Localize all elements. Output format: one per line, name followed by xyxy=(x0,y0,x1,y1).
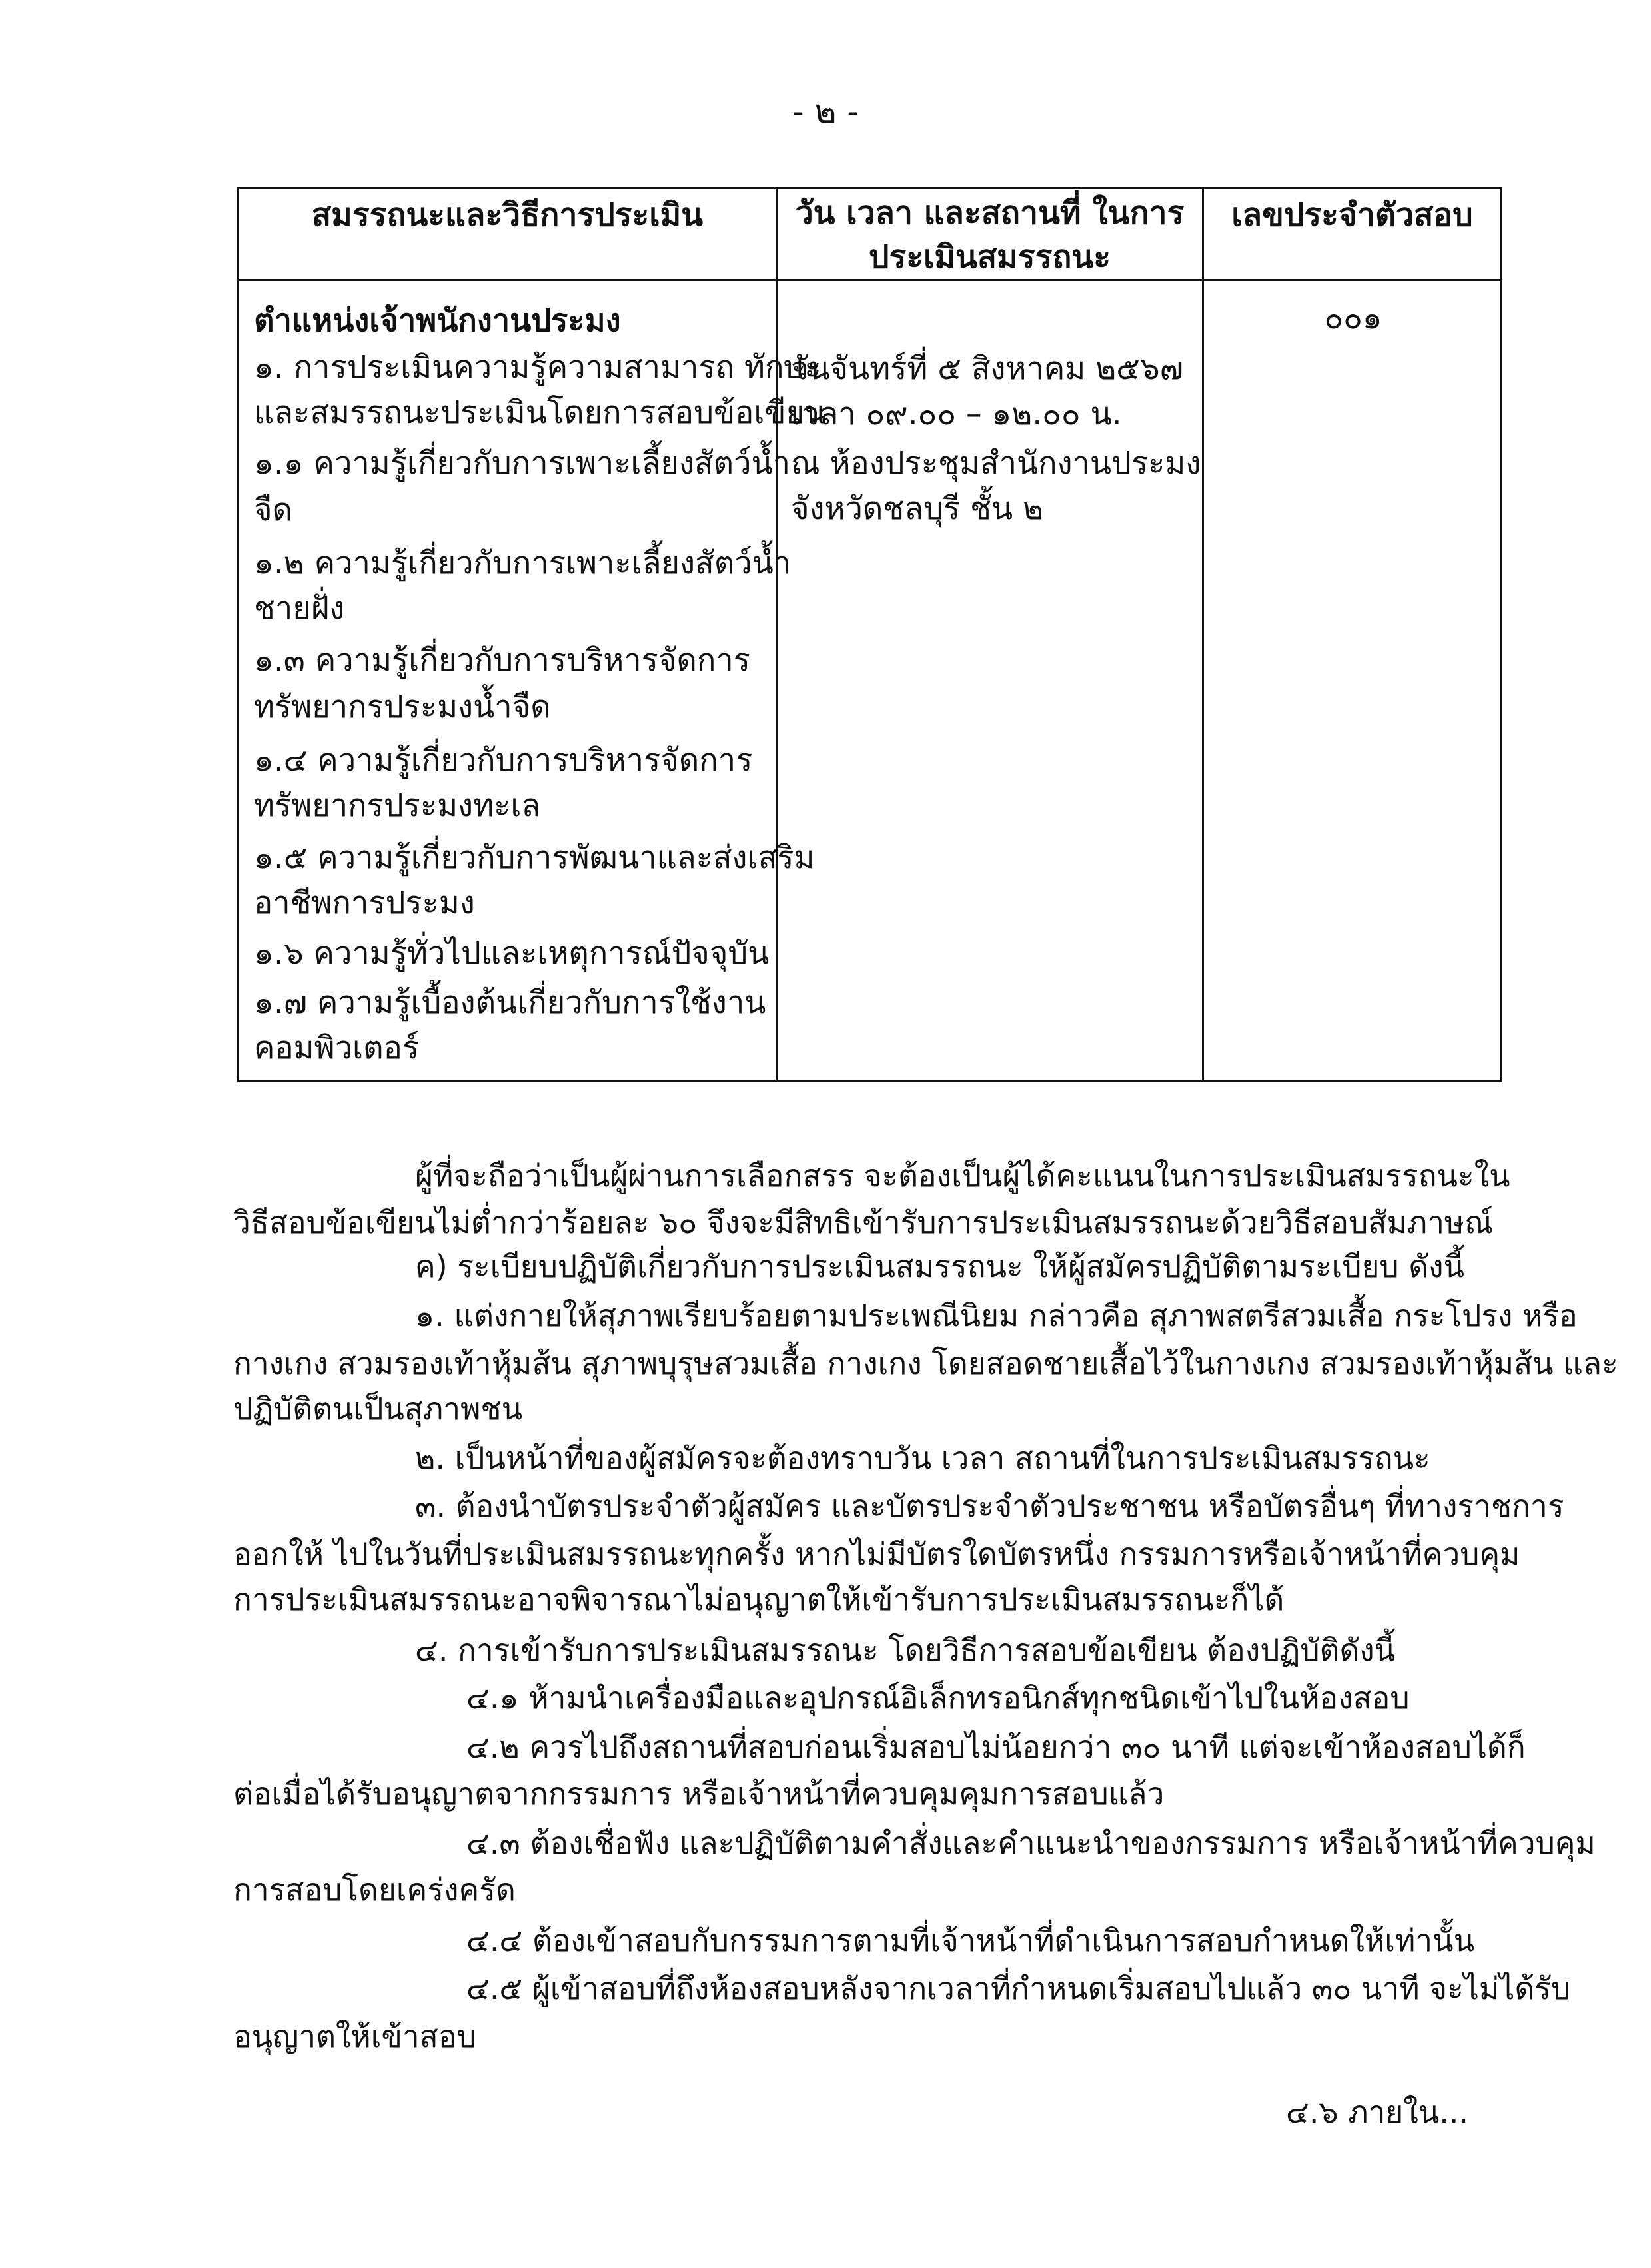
body-line: ๔. การเข้ารับการประเมินสมรรถนะ โดยวิธีการสอบข้อเขียน ต้องปฏิบัติดังนี้ xyxy=(415,1632,1396,1668)
body-line: ๔.๓ ต้องเชื่อฟัง และปฏิบัติตามคำสั่งและคำแนะนำของกรรมการ หรือเจ้าหน้าที่ควบคุม xyxy=(466,1825,1596,1861)
competency-line: จืด xyxy=(254,492,293,528)
table-header-row xyxy=(239,188,1502,280)
competency-line: ๑.๒ ความรู้เกี่ยวกับการเพาะเลี้ยงสัตว์น้ำ xyxy=(254,545,792,581)
body-line: การประเมินสมรรถนะอาจพิจารณาไม่อนุญาตให้เข้ารับการประเมินสมรรถนะก็ได้ xyxy=(233,1581,1285,1617)
competency-line: และสมรรถนะประเมินโดยการสอบข้อเขียน xyxy=(254,394,826,431)
competency-line: ๑.๗ ความรู้เบื้องต้นเกี่ยวกับการใช้งาน xyxy=(254,984,766,1021)
body-line: การสอบโดยเคร่งครัด xyxy=(233,1872,516,1908)
competency-line: ๑.๓ ความรู้เกี่ยวกับการบริหารจัดการ xyxy=(254,642,750,679)
exam-schedule-table xyxy=(237,187,1502,1082)
schedule-time: เวลา ๐๙.๐๐ – ๑๒.๐๐ น. xyxy=(791,396,1122,432)
body-line: ผู้ที่จะถือว่าเป็นผู้ผ่านการเลือกสรร จะต้องเป็นผู้ได้คะแนนในการประเมินสมรรถนะใน xyxy=(415,1158,1510,1194)
body-line: ๔.๔ ต้องเข้าสอบกับกรรมการตามที่เจ้าหน้าที่ดำเนินการสอบกำหนดให้เท่านั้น xyxy=(466,1922,1475,1958)
header-schedule xyxy=(777,188,1203,280)
body-line: ๔.๒ ควรไปถึงสถานที่สอบก่อนเริ่มสอบไม่น้อยกว่า ๓๐ นาที แต่จะเข้าห้องสอบได้ก็ xyxy=(466,1729,1526,1765)
competency-line: ๑.๑ ความรู้เกี่ยวกับการเพาะเลี้ยงสัตว์น้ำ xyxy=(254,445,790,482)
competency-cell xyxy=(239,280,826,1082)
body-line: ๒. เป็นหน้าที่ของผู้สมัครจะต้องทราบวัน เวลา สถานที่ในการประเมินสมรรถนะ xyxy=(415,1440,1430,1476)
body-line: ต่อเมื่อได้รับอนุญาตจากกรรมการ หรือเจ้าหน้าที่ควบคุมคุมการสอบแล้ว xyxy=(233,1776,1165,1812)
competency-line: ๑.๕ ความรู้เกี่ยวกับการพัฒนาและส่งเสริม xyxy=(254,839,815,876)
page-number: - ๒ - xyxy=(792,92,859,131)
header-schedule-line1: วัน เวลา และสถานที่ ในการ xyxy=(795,194,1185,232)
schedule-venue-floor: จังหวัดชลบุรี ชั้น ๒ xyxy=(791,490,1044,527)
position-title: ตำแหน่งเจ้าพนักงานประมง xyxy=(254,302,621,339)
schedule-date: วันจันทร์ที่ ๕ สิงหาคม ๒๕๖๗ xyxy=(791,350,1183,387)
competency-line: ๑.๖ ความรู้ทั่วไปและเหตุการณ์ปัจจุบัน xyxy=(254,935,770,972)
competency-line: อาชีพการประมง xyxy=(254,885,475,921)
competency-line: คอมพิวเตอร์ xyxy=(254,1030,420,1066)
body-line: ค) ระเบียบปฏิบัติเกี่ยวกับการประเมินสมรรถนะ ให้ผู้สมัครปฏิบัติตามระเบียบ ดังนี้ xyxy=(415,1248,1465,1284)
competency-line: ทรัพยากรประมงทะเล xyxy=(254,787,541,824)
body-line: วิธีสอบข้อเขียนไม่ต่ำกว่าร้อยละ ๖๐ จึงจะมีสิทธิเข้ารับการประเมินสมรรถนะด้วยวิธีสอบสัมภาษณ์ xyxy=(233,1204,1493,1240)
schedule-venue: ณ ห้องประชุมสำนักงานประมง xyxy=(791,445,1201,482)
body-line: ๔.๑ ห้ามนำเครื่องมือและอุปกรณ์อิเล็กทรอนิกส์ทุกชนิดเข้าไปในห้องสอบ xyxy=(466,1680,1410,1716)
body-line: กางเกง สวมรองเท้าหุ้มส้น สุภาพบุรุษสวมเสื้อ กางเกง โดยสอดชายเสื้อไว้ในกางเกง สวมรองเท้าหุ้มส้น และ xyxy=(233,1345,1618,1381)
exam-id-cell xyxy=(1203,280,1502,1082)
exam-id: ๐๐๑ xyxy=(1324,300,1382,336)
header-competency-text: สมรรถนะและวิธีการประเมิน xyxy=(311,196,704,234)
header-exam-id-text: เลขประจำตัวสอบ xyxy=(1231,196,1473,234)
competency-line: ๑.๔ ความรู้เกี่ยวกับการบริหารจัดการ xyxy=(254,742,753,779)
table-row xyxy=(239,280,1502,1082)
header-schedule-line2: ประเมินสมรรถนะ xyxy=(868,238,1111,276)
competency-line: ทรัพยากรประมงน้ำจืด xyxy=(254,689,551,725)
body-line: ๔.๕ ผู้เข้าสอบที่ถึงห้องสอบหลังจากเวลาที่กำหนดเริ่มสอบไปแล้ว ๓๐ นาที จะไม่ได้รับ xyxy=(466,1970,1571,2006)
header-competency xyxy=(239,188,777,280)
body-line: ๓. ต้องนำบัตรประจำตัวผู้สมัคร และบัตรประจำตัวประชาชน หรือบัตรอื่นๆ ที่ทางราชการ xyxy=(415,1488,1564,1524)
competency-line: ๑. การประเมินความรู้ความสามารถ ทักษะ xyxy=(254,349,822,386)
continuation-note: ๔.๖ ภายใน... xyxy=(1286,2094,1469,2130)
header-exam-id xyxy=(1203,188,1502,280)
body-line: อนุญาตให้เข้าสอบ xyxy=(233,2018,476,2054)
body-line: ปฏิบัติตนเป็นสุภาพชน xyxy=(233,1391,523,1427)
body-line: ๑. แต่งกายให้สุภาพเรียบร้อยตามประเพณีนิยม กล่าวคือ สุภาพสตรีสวมเสื้อ กระโปรง หรือ xyxy=(415,1298,1578,1333)
competency-line: ชายฝั่ง xyxy=(254,590,345,627)
body-line: ออกให้ ไปในวันที่ประเมินสมรรถนะทุกครั้ง หากไม่มีบัตรใดบัตรหนึ่ง กรรมการหรือเจ้าหน้าที่ควบคุม xyxy=(233,1536,1520,1572)
schedule-cell xyxy=(777,280,1203,1082)
